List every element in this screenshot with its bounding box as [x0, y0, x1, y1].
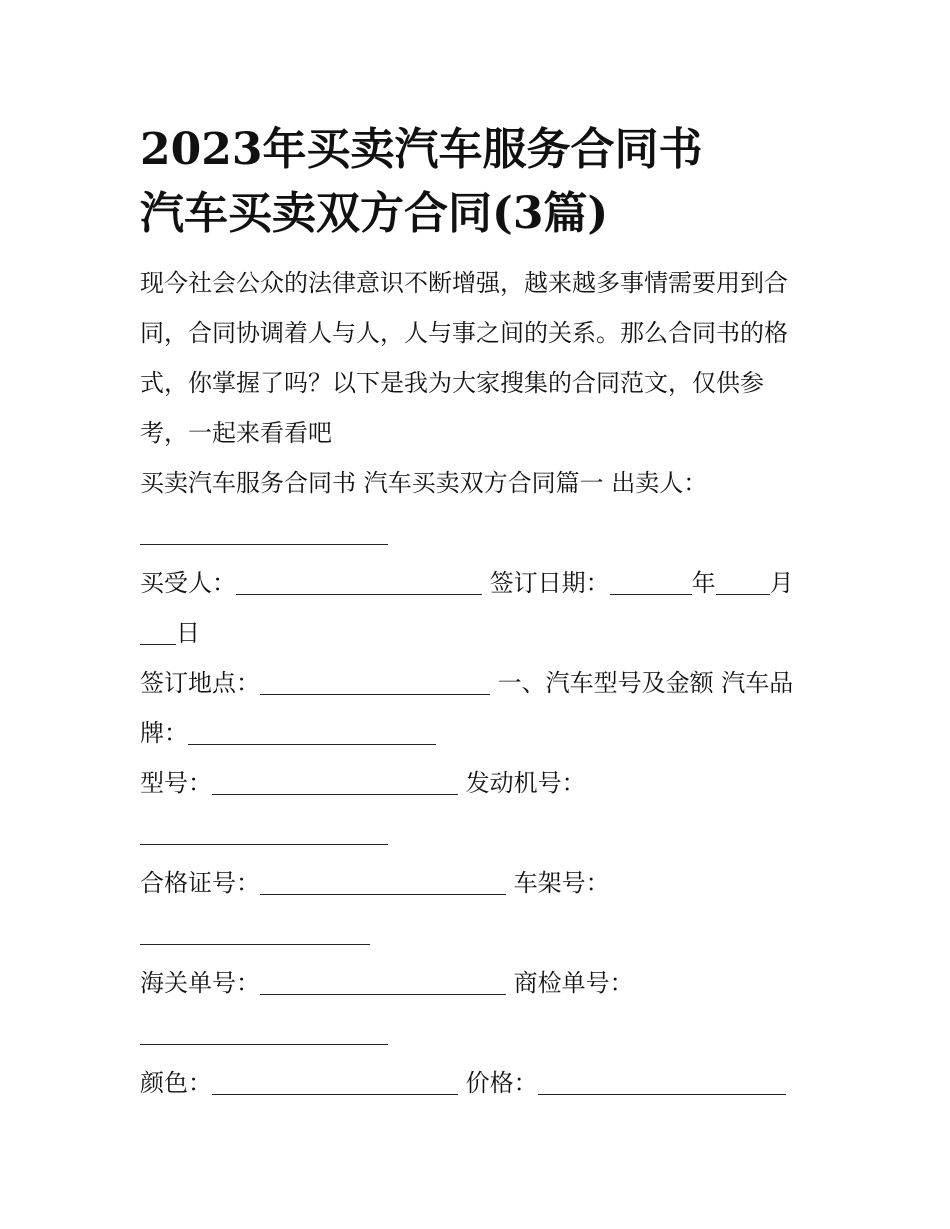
day-label: 日	[176, 619, 200, 647]
buyer-blank[interactable]	[236, 570, 482, 595]
day-blank[interactable]	[140, 620, 176, 645]
cert-frame-line	[140, 858, 820, 908]
document-title	[140, 118, 820, 246]
model-blank[interactable]	[212, 770, 458, 795]
color-blank[interactable]	[212, 1070, 458, 1095]
price-label: 价格：	[465, 1069, 538, 1097]
inspection-label: 商检单号：	[513, 969, 634, 997]
intro-line: 同，合同协调着人与人，人与事之间的关系。那么合同书的格	[140, 319, 788, 347]
month-blank[interactable]	[716, 570, 770, 595]
engine-line	[140, 808, 820, 858]
buyer-date-line	[140, 558, 820, 608]
model-engine-line	[140, 758, 820, 808]
model-label: 型号：	[140, 769, 212, 797]
price-blank[interactable]	[538, 1070, 786, 1095]
section-one-heading: 一、汽车型号及金额 汽车品	[497, 669, 794, 697]
seller-line	[140, 508, 820, 558]
frame-line	[140, 908, 820, 958]
section-heading: 买卖汽车服务合同书 汽车买卖双方合同篇一 出卖人：	[140, 469, 708, 497]
sign-place-blank[interactable]	[260, 670, 490, 695]
contract-document	[140, 118, 820, 1108]
cert-blank[interactable]	[260, 870, 506, 895]
inspection-line	[140, 1008, 820, 1058]
intro-line: 式，你掌握了吗？以下是我为大家搜集的合同范文，仅供参	[140, 369, 764, 397]
intro-line: 考，一起来看看吧	[140, 419, 332, 447]
sign-place-line	[140, 658, 820, 708]
year-blank[interactable]	[610, 570, 692, 595]
color-price-line	[140, 1058, 820, 1108]
sign-date-label: 签订日期：	[489, 569, 610, 597]
sign-place-label: 签订地点：	[140, 669, 260, 697]
year-label: 年	[691, 569, 716, 597]
engine-label: 发动机号：	[465, 769, 586, 797]
customs-label: 海关单号：	[140, 969, 260, 997]
buyer-label: 买受人：	[140, 569, 236, 597]
customs-blank[interactable]	[260, 970, 506, 995]
cert-label: 合格证号：	[140, 869, 260, 897]
month-label: 月	[769, 569, 794, 597]
title-line-1: 2023年买卖汽车服务合同书	[140, 124, 703, 175]
title-line-2: 汽车买卖双方合同(3篇)	[140, 188, 609, 239]
seller-blank[interactable]	[140, 520, 388, 545]
frame-blank[interactable]	[140, 920, 370, 945]
day-line	[140, 608, 820, 658]
brand-line	[140, 708, 820, 758]
brand-blank[interactable]	[188, 720, 436, 745]
intro-line: 现今社会公众的法律意识不断增强，越来越多事情需要用到合	[140, 269, 788, 297]
frame-label: 车架号：	[513, 869, 610, 897]
color-label: 颜色：	[140, 1069, 212, 1097]
engine-blank[interactable]	[140, 820, 388, 845]
brand-label: 牌：	[140, 719, 188, 747]
intro-paragraph	[140, 258, 820, 458]
inspection-blank[interactable]	[140, 1020, 388, 1045]
customs-inspection-line	[140, 958, 820, 1008]
